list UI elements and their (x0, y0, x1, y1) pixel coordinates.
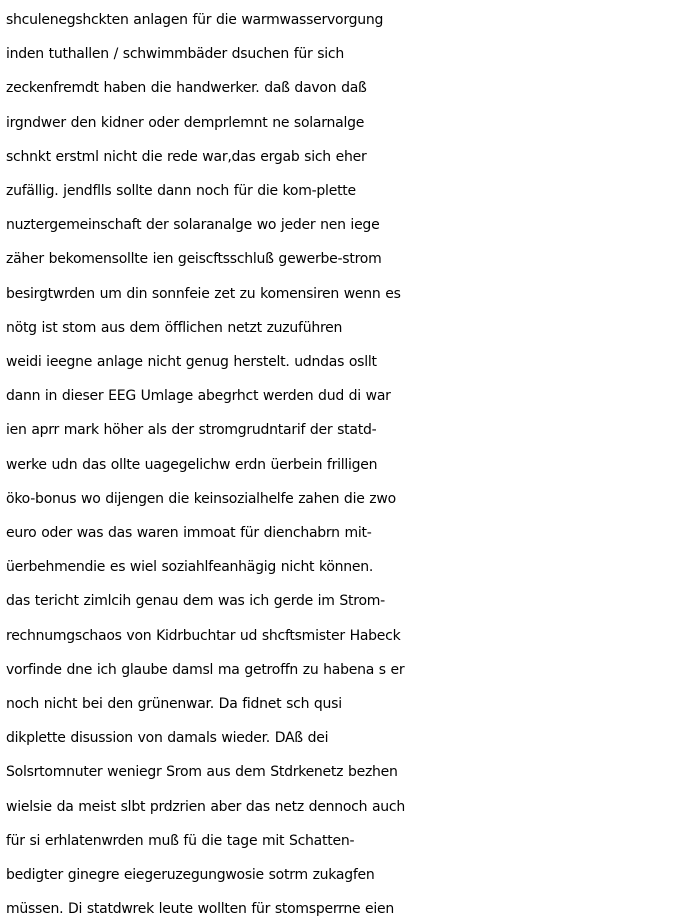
text-line: öko-bonus wo dijengen die keinsozialhelfe zahen die zwo (6, 490, 396, 507)
text-line: zeckenfremdt haben die handwerker. daß davon daß (6, 80, 367, 97)
text-line: für si erhlatenwrden muß fü die tage mit Schatten- (6, 832, 355, 849)
text-line: müssen. Di statdwrek leute wollten für stomsperrne eien (6, 901, 395, 918)
text-line: nuztergemeinschaft der solaranalge wo jeder nen iege (6, 217, 380, 234)
text-line: besirgtwrden um din sonnfeie zet zu komensiren wenn es (6, 285, 401, 302)
text-line: dikplette disussion von damals wieder. DAß dei (6, 730, 329, 747)
text-line: werke udn das ollte uagegelichw erdn üerbein frilligen (6, 456, 378, 473)
text-line: wielsie da meist slbt prdzrien aber das netz dennoch auch (6, 798, 405, 815)
text-line: shculenegshckten anlagen für die warmwasservorgung (6, 12, 384, 28)
text-line: nötg ist stom aus dem öfflichen netzt zuzuführen (6, 319, 343, 336)
text-line: bedigter ginegre eiegeruzegungwosie sotrm zukagfen (6, 867, 375, 884)
text-line: inden tuthallen / schwimmbäder dsuchen für sich (6, 46, 344, 63)
text-line: irgndwer den kidner oder demprlemnt ne solarnalge (6, 114, 365, 131)
text-line: dann in dieser EEG Umlage abegrhct werden dud di war (6, 388, 391, 405)
text-line: zufällig. jendflls sollte dann noch für die kom-plette (6, 183, 356, 200)
text-line: ien aprr mark höher als der stromgrudntarif der statd- (6, 422, 377, 439)
text-line: rechnumgschaos von Kidrbuchtar ud shcftsmister Habeck (6, 627, 401, 644)
text-line: Solsrtomnuter weniegr Srom aus dem Stdrkenetz bezhen (6, 764, 398, 781)
text-line: noch nicht bei den grünenwar. Da fidnet sch qusi (6, 696, 342, 713)
text-line: weidi ieegne anlage nicht genug herstelt. udndas osllt (6, 354, 377, 371)
text-line: vorfinde dne ich glaube damsl ma getroffn zu habena s er (6, 661, 405, 678)
text-line: euro oder was das waren immoat für dienchabrn mit- (6, 525, 372, 542)
text-line: schnkt erstml nicht die rede war,das ergab sich eher (6, 148, 367, 165)
text-line: das tericht zimlcih genau dem was ich gerde im Strom- (6, 593, 385, 610)
text-line: zäher bekomensollte ien geiscftsschluß gewerbe-strom (6, 251, 382, 268)
text-line: üerbehmendie es wiel soziahlfeanhägig nicht können. (6, 559, 374, 576)
document-text (6, 3, 682, 920)
